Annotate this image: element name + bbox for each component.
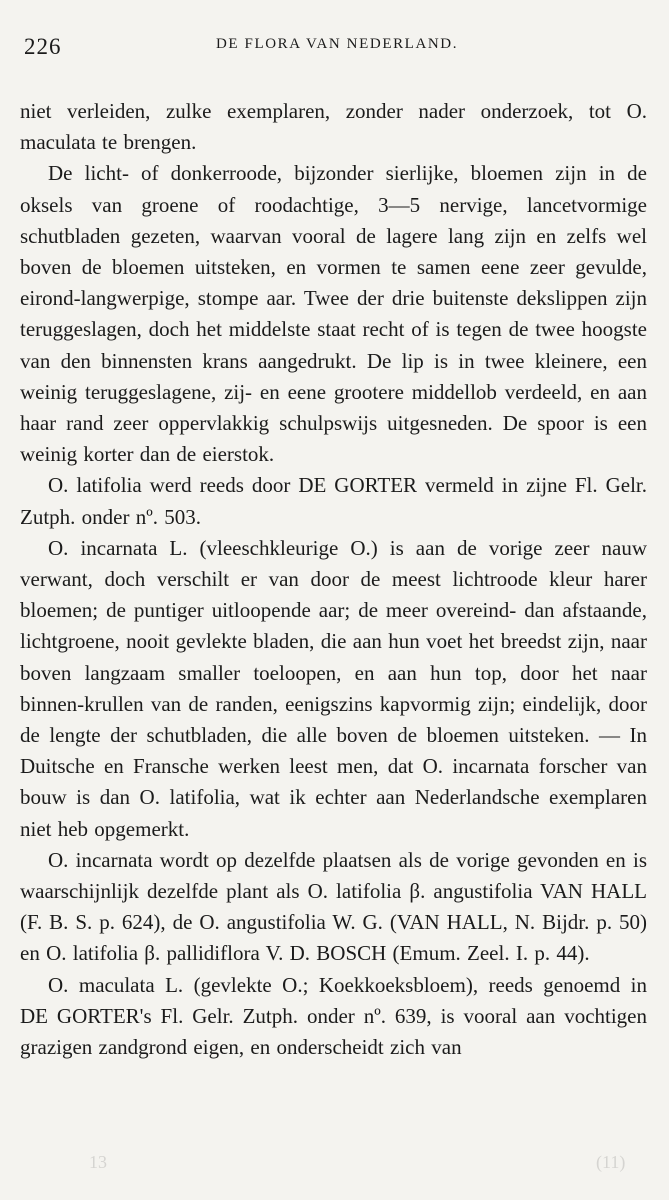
running-head [20, 26, 647, 66]
paragraph-5: O. incarnata wordt op dezelfde plaatsen als de vorige gevonden en is waarschijnlijk dezelfde plant als O. latifolia β. angustifolia VAN HALL (F. B. S. p. 624), de O. angustifolia W. G. (VAN HALL, N. Bijdr. p. 50) en O. latifolia β. pallidiflora V. D. BOSCH (Emum. Zeel. I. p. 44). [20, 847, 647, 966]
bleedthrough-footer [0, 1152, 669, 1176]
paragraph-2: De licht- of donkerroode, bijzonder sierlijke, bloemen zijn in de oksels van groene of roodachtige, 3—5 nervige, lancetvormige schutbladen gezeten, waarvan vooral de lagere lang zijn en zelfs wel boven de bloemen uitsteken, en vormen te samen eene zeer gevulde, eirond-langwerpige, stompe aar. Twee der drie buitenste dekslippen zijn teruggeslagen, doch het middelste staat recht of is tegen de twee hoogste van den binnensten krans aangedrukt. De lip is in twee kleinere, een weinig teruggeslagene, zij- en eene grootere middellob verdeeld, en aan haar rand zeer oppervlakkig schulpswijs uitgesneden. De spoor is een weinig korter dan de eierstok. [20, 161, 647, 467]
body-text [20, 96, 647, 1063]
bleedthrough-right: (11) [596, 1152, 626, 1172]
page-number: 226 [24, 34, 62, 59]
paragraph-3: O. latifolia werd reeds door DE GORTER vermeld in zijne Fl. Gelr. Zutph. onder nº. 503. [20, 473, 647, 529]
paragraph-4: O. incarnata L. (vleeschkleurige O.) is aan de vorige zeer nauw verwant, doch verschilt er van door de meest lichtroode kleur harer bloemen; de puntiger uitloopende aar; de meer overeind- dan afstaande, lichtgroene, nooit gevlekte bladen, die aan hun voet het breedst zijn, naar boven langzaam smaller toeloopen, en aan hun top, door het naar binnen-krullen van de randen, eenigszins kapvormig zijn; eindelijk, door de lengte der schutbladen, die alle boven de bloemen uitsteken. — In Duitsche en Fransche werken leest men, dat O. incarnata forscher van bouw is dan O. latifolia, wat ik echter aan Nederlandsche exemplaren niet heb opgemerkt. [20, 535, 647, 841]
bleedthrough-left: 13 [89, 1152, 107, 1172]
paragraph-1: niet verleiden, zulke exemplaren, zonder nader onderzoek, tot O. maculata te brengen. [20, 99, 647, 155]
paragraph-6: O. maculata L. (gevlekte O.; Koekkoeksbloem), reeds genoemd in DE GORTER's Fl. Gelr. Zutph. onder nº. 639, is vooral aan vochtigen grazigen zandgrond eigen, en onderscheidt zich van [20, 972, 647, 1060]
running-title: DE FLORA VAN NEDERLAND. [216, 36, 459, 52]
